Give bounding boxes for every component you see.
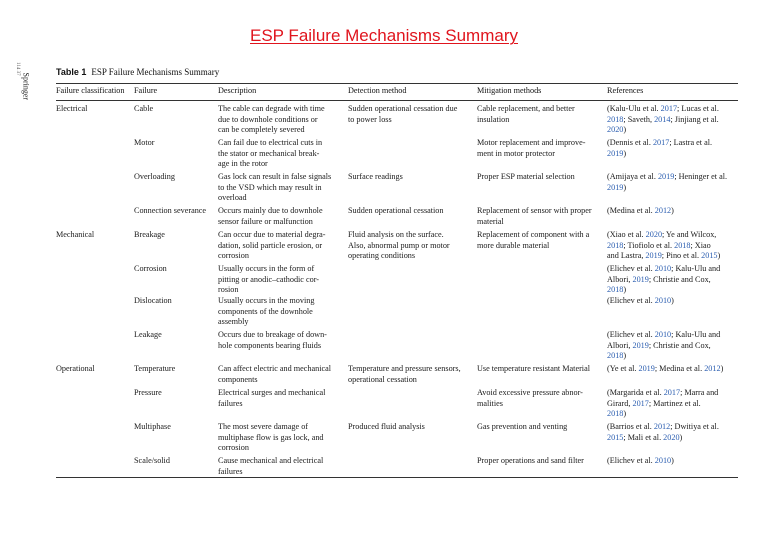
cell-failure: Temperature — [134, 364, 176, 373]
cell-mitigation: Use temperature resistant Material — [477, 364, 590, 373]
cell-failure: Corrosion — [134, 264, 167, 273]
cell-failure: Overloading — [134, 172, 175, 181]
cell-references: (Elichev et al. 2010) — [607, 456, 674, 465]
cell-description: Usually occurs in the form of pitting or anodic–cathodic cor- rosion — [218, 264, 320, 295]
header-references: References — [607, 86, 644, 95]
cell-references: (Elichev et al. 2010; Kalu-Ulu and Albori, 2019; Christie and Cox, 2018) — [607, 330, 721, 361]
cell-failure: Dislocation — [134, 296, 172, 305]
header-description: Description — [218, 86, 257, 95]
cell-detection: Temperature and pressure sensors, operational cessation — [348, 364, 461, 384]
table-caption-text: ESP Failure Mechanisms Summary — [91, 67, 220, 77]
publisher-sidebar — [15, 62, 34, 128]
cell-detection: Produced fluid analysis — [348, 422, 425, 431]
cell-references: (Medina et al. 2012) — [607, 206, 674, 215]
cell-failure: Motor — [134, 138, 155, 147]
cell-classification: Electrical — [56, 104, 88, 113]
cell-failure: Scale/solid — [134, 456, 170, 465]
page-heading: ESP Failure Mechanisms Summary — [250, 26, 518, 45]
cell-references: (Barrios et al. 2012; Dwitiya et al. 2015; Mali et al. 2020) — [607, 422, 719, 442]
cell-mitigation: Gas prevention and venting — [477, 422, 568, 431]
cell-description: Can fail due to electrical cuts in the stator or mechanical break- age in the rotor — [218, 138, 323, 169]
cell-description: Electrical surges and mechanical failures — [218, 388, 326, 408]
cell-description: The cable can degrade with time due to downhole conditions or can be completely severed — [218, 104, 325, 135]
cell-description: The most severe damage of multiphase flow is gas lock, and corrosion — [218, 422, 324, 453]
table-bottom-rule — [56, 477, 738, 478]
cell-mitigation: Replacement of component with a more durable material — [477, 230, 590, 250]
table-caption — [56, 67, 219, 77]
cell-description: Occurs due to breakage of down- hole components bearing fluids — [218, 330, 327, 350]
cell-references: (Elichev et al. 2010) — [607, 296, 674, 305]
cell-description: Can affect electric and mechanical components — [218, 364, 332, 384]
table-caption-label: Table 1 — [56, 67, 87, 77]
cell-description: Usually occurs in the moving components of the downhole assembly — [218, 296, 315, 327]
cell-classification: Mechanical — [56, 230, 95, 239]
table-header-rule — [56, 100, 738, 101]
cell-detection: Sudden operational cessation — [348, 206, 444, 215]
cell-detection: Surface readings — [348, 172, 403, 181]
cell-mitigation: Motor replacement and improve- ment in motor protector — [477, 138, 586, 158]
cell-description: Cause mechanical and electrical failures — [218, 456, 324, 476]
cell-references: (Xiao et al. 2020; Ye and Wilcox, 2018; Tiofiolo et al. 2018; Xiao and Lastra, 2019; Pino et al. 2015) — [607, 230, 721, 261]
cell-failure: Connection severance — [134, 206, 207, 215]
cell-references: (Elichev et al. 2010; Kalu-Ulu and Albori, 2019; Christie and Cox, 2018) — [607, 264, 721, 295]
cell-references: (Margarida et al. 2017; Marra and Girard, 2017; Martinez et al. 2018) — [607, 388, 719, 419]
cell-references: (Ye et al. 2019; Medina et al. 2012) — [607, 364, 724, 373]
cell-references: (Dennis et al. 2017; Lastra et al. 2019) — [607, 138, 713, 158]
cell-failure: Leakage — [134, 330, 162, 339]
cell-failure: Pressure — [134, 388, 162, 397]
cell-description: Occurs mainly due to downhole sensor failure or malfunction — [218, 206, 323, 226]
cell-description: Can occur due to material degra- dation, solid particle erosion, or corrosion — [218, 230, 326, 261]
cell-mitigation: Cable replacement, and better insulation — [477, 104, 575, 124]
page-number: 114 37 — [15, 62, 20, 76]
header-failure-classification: Failure classification — [56, 86, 125, 95]
cell-mitigation: Avoid excessive pressure abnor- malities — [477, 388, 583, 408]
cell-failure: Multiphase — [134, 422, 171, 431]
cell-references: (Kalu-Ulu et al. 2017; Lucas et al. 2018; Saveth, 2014; Jinjiang et al. 2020) — [607, 104, 719, 135]
publisher-logo-text: Springer — [21, 72, 31, 101]
cell-mitigation: Proper operations and sand filter — [477, 456, 584, 465]
cell-detection: Sudden operational cessation due to power loss — [348, 104, 458, 124]
cell-detection: Fluid analysis on the surface. Also, abnormal pump or motor operating conditions — [348, 230, 450, 261]
cell-references: (Amijaya et al. 2019; Heninger et al. 2019) — [607, 172, 728, 192]
cell-failure: Breakage — [134, 230, 165, 239]
cell-description: Gas lock can result in false signals to the VSD which may result in overload — [218, 172, 332, 203]
header-detection-method: Detection method — [348, 86, 407, 95]
cell-failure: Cable — [134, 104, 154, 113]
cell-mitigation: Proper ESP material selection — [477, 172, 575, 181]
cell-classification: Operational — [56, 364, 95, 373]
cell-mitigation: Replacement of sensor with proper material — [477, 206, 592, 226]
header-mitigation-methods: Mitigation methods — [477, 86, 542, 95]
header-failure: Failure — [134, 86, 158, 95]
table-top-rule — [56, 83, 738, 84]
